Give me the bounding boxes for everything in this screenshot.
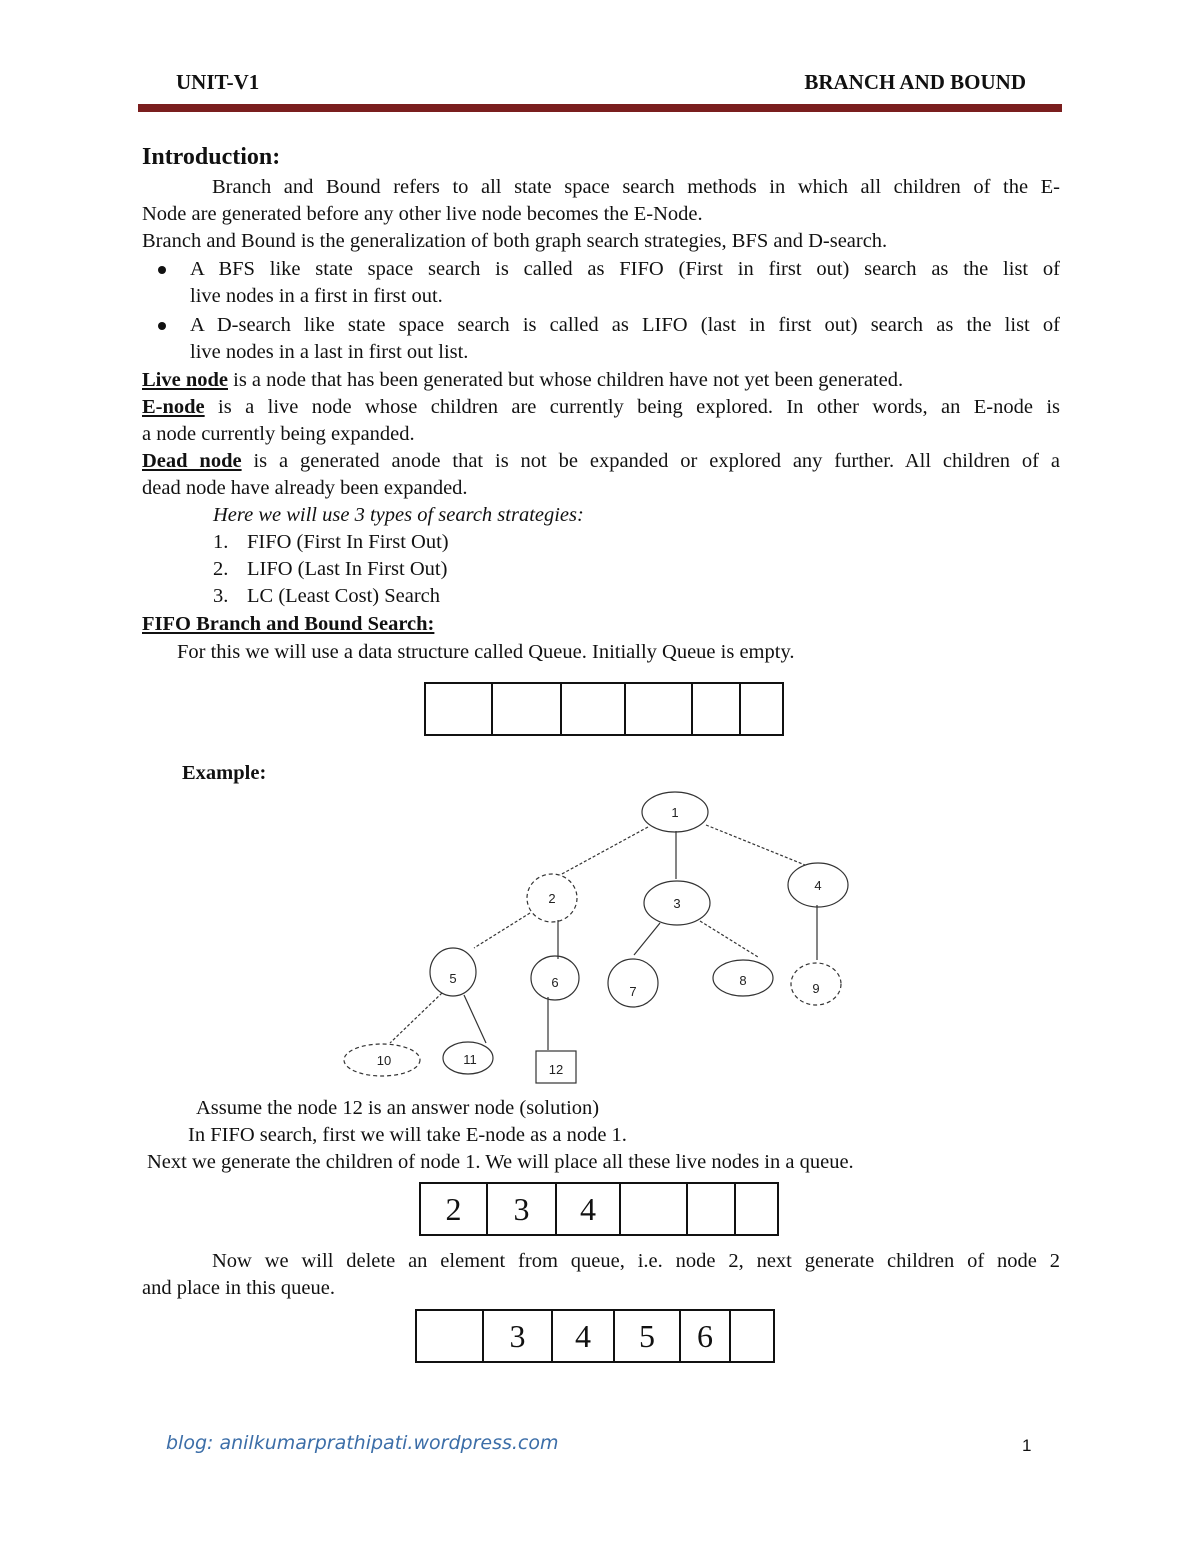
intro-paragraph-line1: Branch and Bound refers to all state space search methods in which all children of the E- — [212, 176, 1060, 198]
queue-after-node-2 — [415, 1309, 775, 1363]
strategies-intro: Here we will use 3 types of search strategies: — [213, 504, 584, 526]
tree-node-label: 3 — [673, 896, 681, 911]
strategy-text: LC (Least Cost) Search — [247, 585, 440, 607]
step-answer-node: Assume the node 12 is an answer node (solution) — [196, 1097, 600, 1119]
bullet-1-line1: A BFS like state space search is called as FIFO (First in first out) search as the list of — [190, 258, 1060, 280]
tree-node-label: 1 — [671, 805, 679, 820]
tree-node-label: 4 — [814, 878, 822, 893]
strategy-number: 2. — [213, 558, 229, 580]
queue-cell — [731, 1311, 773, 1361]
queue-cell: 2 — [421, 1184, 488, 1234]
tree-edge — [390, 993, 442, 1043]
tree-edge — [474, 913, 530, 948]
queue-cell: 6 — [681, 1311, 731, 1361]
tree-edge — [634, 923, 660, 955]
queue-cell — [626, 684, 693, 734]
fifo-description: For this we will use a data structure called Queue. Initially Queue is empty. — [177, 641, 795, 663]
live-node-term: Live node — [142, 369, 228, 391]
queue-cell: 5 — [615, 1311, 681, 1361]
queue-cell — [493, 684, 562, 734]
dead-node-term: Dead node — [142, 450, 242, 472]
tree-node-label: 5 — [449, 971, 457, 986]
header-rule — [138, 104, 1062, 112]
dead-node-definition — [142, 448, 1060, 475]
tree-edge — [560, 827, 648, 875]
tree-node-label: 12 — [548, 1062, 564, 1077]
page-number: 1 — [1022, 1436, 1032, 1455]
bullet-1-line2: live nodes in a first in first out. — [190, 285, 443, 307]
step-take-enode: In FIFO search, first we will take E-node as a node 1. — [188, 1124, 627, 1146]
bullet-2-line2: live nodes in a last in first out list. — [190, 341, 469, 363]
strategy-text: LIFO (Last In First Out) — [247, 558, 448, 580]
fifo-heading: FIFO Branch and Bound Search: — [142, 613, 435, 635]
intro-paragraph-2: Branch and Bound is the generalization of both graph search strategies, BFS and D-search. — [142, 230, 888, 252]
dead-node-text: is a generated anode that is not be expanded or explored any further. All children of a — [241, 450, 1060, 472]
queue-cell — [621, 1184, 688, 1234]
queue-cell — [426, 684, 493, 734]
strategy-number: 1. — [213, 531, 229, 553]
tree-edge — [700, 921, 758, 957]
tree-node-label: 6 — [551, 975, 559, 990]
tree-node-label: 2 — [548, 891, 556, 906]
strategy-text: FIFO (First In First Out) — [247, 531, 449, 553]
queue-cell — [562, 684, 626, 734]
tree-node-label: 10 — [376, 1053, 392, 1068]
tree-node-label: 8 — [739, 973, 747, 988]
tree-edge — [706, 825, 805, 865]
strategy-item — [213, 583, 440, 610]
intro-heading: Introduction: — [142, 144, 281, 170]
live-node-definition — [142, 367, 903, 394]
dead-node-definition-line2: dead node have already been expanded. — [142, 477, 468, 499]
footer-blog-link[interactable]: blog: anilkumarprathipati.wordpress.com — [166, 1432, 559, 1454]
header-topic: BRANCH AND BOUND — [804, 70, 1026, 94]
queue-cell: 3 — [484, 1311, 553, 1361]
tree-node-label: 9 — [812, 981, 820, 996]
queue-cell: 3 — [488, 1184, 557, 1234]
example-label: Example: — [182, 762, 267, 784]
queue-cell — [688, 1184, 736, 1234]
queue-cell — [736, 1184, 777, 1234]
queue-empty — [424, 682, 784, 736]
step-generate-children: Next we generate the children of node 1. We will place all these live nodes in a queue. — [147, 1151, 854, 1173]
header-unit: UNIT-V1 — [176, 70, 260, 94]
step-place-in-queue: and place in this queue. — [142, 1277, 335, 1299]
bullet-dot — [158, 266, 166, 274]
intro-paragraph-line2: Node are generated before any other live node becomes the E-Node. — [142, 203, 703, 225]
e-node-text: is a live node whose children are currently being explored. In other words, an E-node is — [204, 396, 1060, 418]
step-delete-node-2: Now we will delete an element from queue, i.e. node 2, next generate children of node 2 — [212, 1250, 1060, 1272]
queue-cell — [693, 684, 741, 734]
bullet-2-line1: A D-search like state space search is called as LIFO (last in first out) search as the list of — [190, 314, 1060, 336]
strategy-item — [213, 529, 449, 556]
strategy-number: 3. — [213, 585, 229, 607]
queue-cell: 4 — [557, 1184, 621, 1234]
queue-cell — [741, 684, 782, 734]
state-space-tree — [330, 785, 870, 1090]
e-node-term: E-node — [142, 396, 205, 418]
tree-node-label: 7 — [629, 984, 637, 999]
queue-after-node-1 — [419, 1182, 779, 1236]
live-node-text: is a node that has been generated but whose children have not yet been generated. — [228, 369, 904, 391]
queue-cell: 4 — [553, 1311, 615, 1361]
e-node-definition-line2: a node currently being expanded. — [142, 423, 415, 445]
strategy-item — [213, 556, 448, 583]
tree-node — [608, 959, 658, 1007]
bullet-dot — [158, 322, 166, 330]
tree-node-label: 11 — [463, 1052, 477, 1067]
queue-cell — [417, 1311, 484, 1361]
tree-edge — [464, 995, 486, 1043]
e-node-definition — [142, 394, 1060, 421]
